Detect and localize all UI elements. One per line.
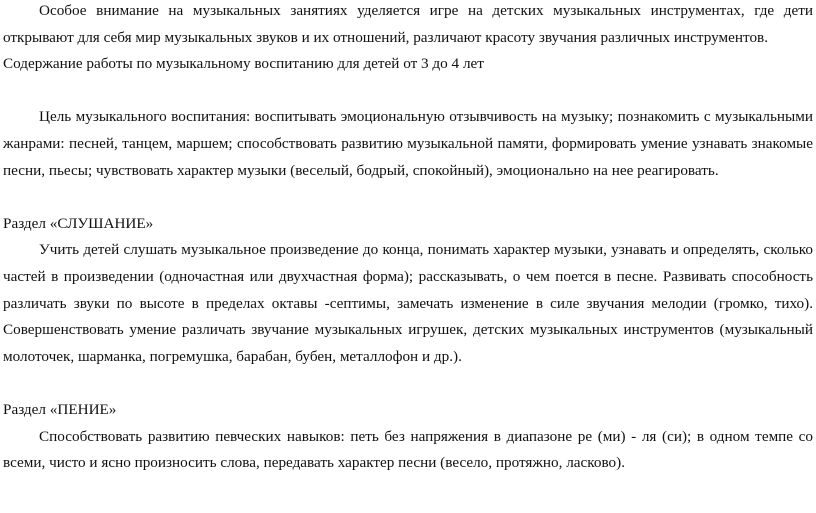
- listening-paragraph: Учить детей слушать музыкальное произведение до конца, понимать характер музыки, узнавать и определять, сколько частей в произведении (одночастная или двухчастная форма); рассказывать, о чем поется в песне. Развивать способность различать звуки по высоте в пределах октавы -септимы, замечать изменение в силе звучания мелодии (громко, тихо). Совершенствовать умение различать звучание музыкальных игрушек, детских музыкальных инструментов (музыкальный молоточек, шарманка, погремушка, барабан, бубен, металлофон и др.).: [3, 241, 813, 365]
- blank-line: [3, 370, 813, 397]
- singing-paragraph: Способствовать развитию певческих навыков: петь без напряжения в диапазоне ре (ми) - ля (си); в одном темпе со всеми, чисто и ясно произносить слова, передавать характер песни (весело, протяжно, ласково).: [3, 427, 813, 472]
- intro-paragraph: Особое внимание на музыкальных занятиях уделяется игре на детских музыкальных инструментах, где дети открывают для себя мир музыкальных звуков и их отношений, различают красоту звучания различных инструментов.: [3, 2, 813, 46]
- blank-line: [3, 184, 813, 211]
- section-heading-singing: Раздел «ПЕНИЕ»: [3, 400, 117, 418]
- goal-paragraph: Цель музыкального воспитания: воспитывать эмоциональную отзывчивость на музыку; познакомить с музыкальными жанрами: песней, танцем, маршем; способствовать развитию музыкальной памяти, формировать умение узнавать знакомые песни, пьесы; чувствовать характер музыки (веселый, бодрый, спокойный), эмоционально на нее реагировать.: [3, 108, 813, 179]
- blank-line: [3, 78, 813, 105]
- section-heading-listening: Раздел «СЛУШАНИЕ»: [3, 214, 154, 232]
- section-heading-content: Содержание работы по музыкальному воспитанию для детей от 3 до 4 лет: [3, 55, 484, 73]
